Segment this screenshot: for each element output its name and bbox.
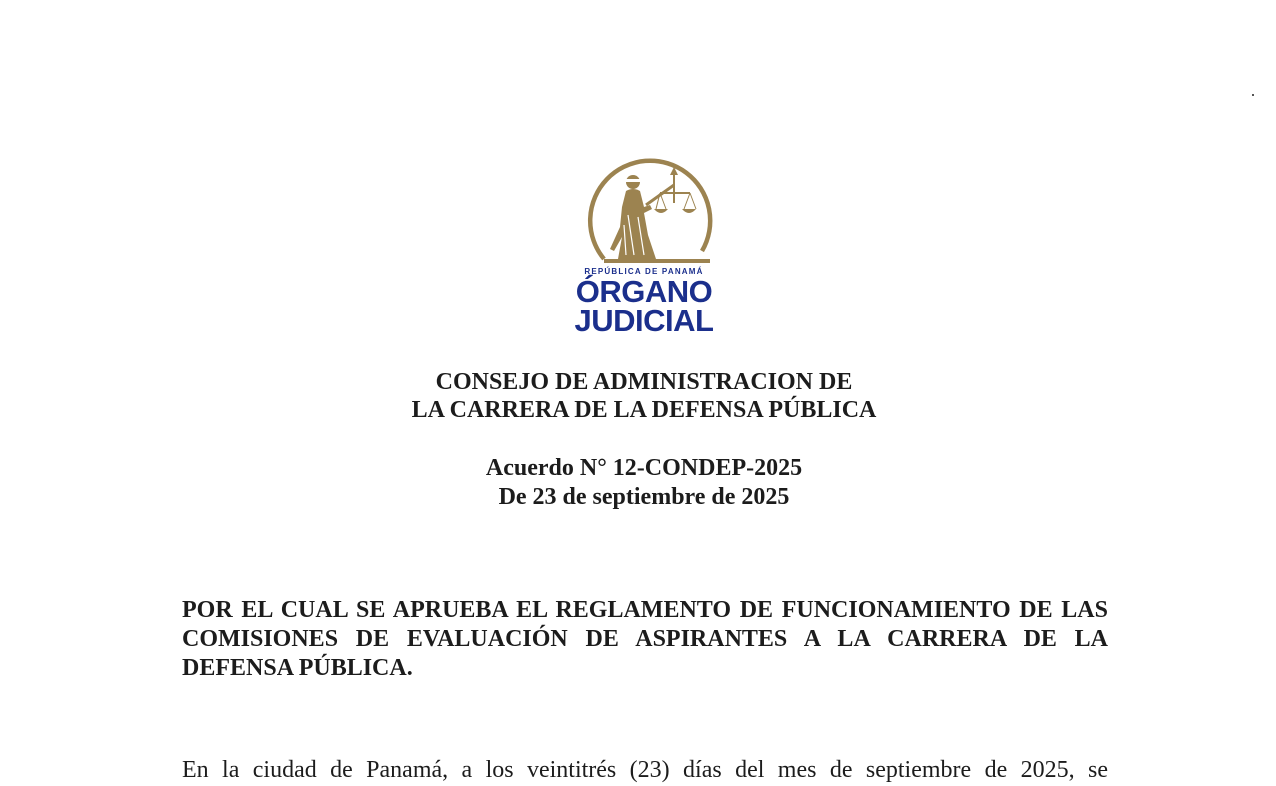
logo-name-line2: JUDICIAL bbox=[574, 303, 714, 338]
logo-name-line1: ÓRGANO bbox=[575, 274, 713, 309]
lady-justice-emblem-icon bbox=[574, 155, 714, 267]
subject-paragraph: POR EL CUAL SE APRUEBA EL REGLAMENTO DE FUNCIONAMIENTO DE LAS COMISIONES DE EVALUACIÓN DE ASPIRANTES A LA CARRERA DE LA DEFENSA PÚBLICA. bbox=[182, 597, 1108, 681]
agreement-number: Acuerdo N° 12-CONDEP-2025 bbox=[485, 455, 803, 481]
agreement-heading bbox=[0, 454, 1276, 512]
body-first-line: En la ciudad de Panamá, a los veintitrés (23) días del mes de septiembre de 2025, se bbox=[182, 757, 1108, 783]
logo-country-label: REPÚBLICA DE PANAMÁ bbox=[584, 267, 704, 276]
organo-judicial-logo bbox=[574, 155, 714, 337]
agreement-date: De 23 de septiembre de 2025 bbox=[498, 484, 790, 510]
scan-speck bbox=[1252, 94, 1254, 96]
council-line2: LA CARRERA DE LA DEFENSA PÚBLICA bbox=[411, 397, 877, 423]
council-line1: CONSEJO DE ADMINISTRACION DE bbox=[435, 369, 853, 395]
council-heading bbox=[0, 368, 1276, 424]
